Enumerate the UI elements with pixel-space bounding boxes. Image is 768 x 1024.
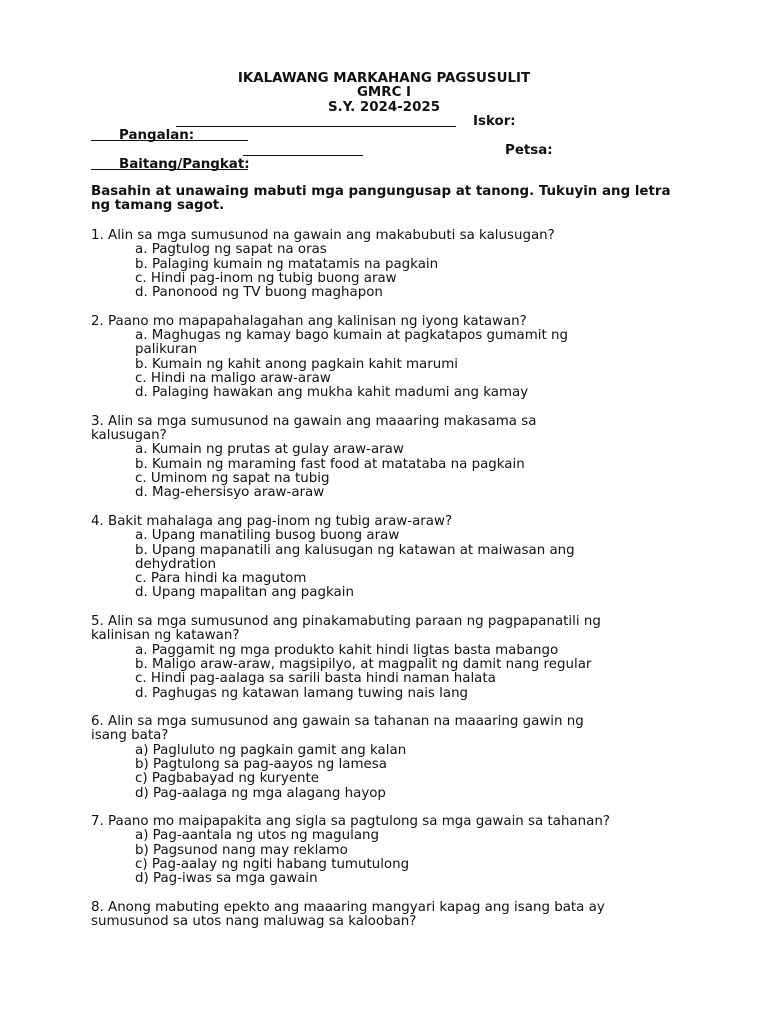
- option-a[interactable]: a. Upang manatiling busog buong araw: [135, 528, 400, 544]
- option-d[interactable]: d. Paghugas ng katawan lamang tuwing nais lang: [135, 685, 469, 701]
- option-a[interactable]: a. Kumain ng prutas at gulay araw-araw: [135, 442, 404, 458]
- date-label: Petsa:: [505, 142, 553, 158]
- option-a[interactable]: a) Pagluluto ng pagkain gamit ang kalan: [135, 742, 407, 758]
- option-a[interactable]: a. Pagtulog ng sapat na oras: [135, 242, 327, 258]
- exam-subject: GMRC I: [356, 85, 412, 101]
- score-blank[interactable]: [91, 128, 248, 144]
- question-stem-continuation: sumusunod sa utos nang maluwag sa kalooban?: [91, 914, 417, 930]
- option-a[interactable]: a. Paggamit ng mga produkto kahit hindi ligtas basta mabango: [135, 642, 559, 658]
- option-b[interactable]: b. Kumain ng maraming fast food at matataba na pagkain: [135, 456, 525, 472]
- question-stem: 3. Alin sa mga sumusunod na gawain ang maaaring makasama sa: [91, 413, 537, 429]
- name-label: Pangalan:: [118, 128, 195, 144]
- option-b[interactable]: b. Palaging kumain ng matatamis na pagkain: [135, 256, 439, 272]
- option-a[interactable]: [91, 329, 691, 358]
- question-7: [91, 815, 691, 886]
- question-stem: 2. Paano mo mapapahalagahan ang kalinisan ng iyong katawan?: [91, 313, 527, 329]
- option-d[interactable]: d) Pag-aalaga ng mga alagang hayop: [135, 785, 386, 801]
- question-1: [91, 229, 691, 300]
- question-stem: 4. Bakit mahalaga ang pag-inom ng tubig araw-araw?: [91, 513, 453, 529]
- question-3: [91, 415, 691, 501]
- question-6: [91, 715, 691, 801]
- option-c[interactable]: c. Hindi pag-inom ng tubig buong araw: [135, 270, 397, 286]
- option-b[interactable]: [91, 544, 691, 573]
- question-stem: 1. Alin sa mga sumusunod na gawain ang makabubuti sa kalusugan?: [91, 228, 555, 243]
- question-stem: 6. Alin sa mga sumusunod ang gawain sa tahanan na maaaring gawin ng: [91, 714, 584, 730]
- option-b[interactable]: b. Maligo araw-araw, magsipilyo, at magpalit ng damit nang regular: [135, 656, 592, 672]
- questions-list: [91, 229, 691, 944]
- question-stem: 8. Anong mabuting epekto ang maaaring mangyari kapag ang isang bata ay: [91, 899, 605, 915]
- question-5: [91, 615, 691, 701]
- option-b-continuation: dehydration: [135, 556, 217, 572]
- school-year: S.Y. 2024-2025: [327, 99, 441, 115]
- option-d[interactable]: d) Pag-iwas sa mga gawain: [135, 871, 318, 887]
- instructions: Basahin at unawaing mabuti mga pangungusap at tanong. Tukuyin ang letra ng tamang sagot.: [91, 184, 671, 214]
- question-stem-continuation: isang bata?: [91, 728, 169, 744]
- question-stem-continuation: kalinisan ng katawan?: [91, 628, 240, 644]
- option-d[interactable]: d. Mag-ehersisyo araw-araw: [135, 485, 325, 501]
- option-b[interactable]: b. Kumain ng kahit anong pagkain kahit marumi: [135, 356, 458, 372]
- option-c[interactable]: c) Pag-aalay ng ngiti habang tumutulong: [135, 857, 410, 873]
- option-a-text: a. Maghugas ng kamay bago kumain at pagkatapos gumamit ng: [135, 328, 569, 344]
- option-c[interactable]: c) Pagbabayad ng kuryente: [135, 771, 320, 787]
- question-stem-continuation: kalusugan?: [91, 428, 167, 444]
- name-blank[interactable]: [176, 115, 456, 127]
- student-info: [91, 115, 691, 172]
- exam-header: [0, 72, 768, 115]
- date-blank[interactable]: [91, 158, 248, 170]
- score-label: Iskor:: [473, 114, 516, 129]
- question-stem: 7. Paano mo maipapakita ang sigla sa pagtulong sa mga gawain sa tahanan?: [91, 814, 610, 830]
- question-2: [91, 315, 691, 401]
- option-c[interactable]: c. Para hindi ka magutom: [135, 571, 307, 587]
- option-c[interactable]: c. Hindi na maligo araw-araw: [135, 370, 331, 386]
- question-stem: 5. Alin sa mga sumusunod ang pinakamabuting paraan ng pagpapanatili ng: [91, 614, 601, 630]
- exam-title: IKALAWANG MARKAHANG PAGSUSULIT: [237, 71, 531, 86]
- option-b[interactable]: b) Pagtulong sa pag-aayos ng lamesa: [135, 756, 387, 772]
- option-d[interactable]: d. Upang mapalitan ang pagkain: [135, 585, 354, 601]
- option-c[interactable]: c. Hindi pag-aalaga sa sarili basta hindi naman halata: [135, 671, 496, 687]
- option-d[interactable]: d. Palaging hawakan ang mukha kahit madumi ang kamay: [135, 385, 529, 401]
- option-c[interactable]: c. Uminom ng sapat na tubig: [135, 471, 330, 487]
- grade-label: Baitang/Pangkat:: [118, 156, 250, 172]
- option-a[interactable]: a) Pag-aantala ng utos ng magulang: [135, 828, 380, 844]
- grade-blank[interactable]: [243, 144, 363, 156]
- option-b-text: b. Upang mapanatili ang kalusugan ng katawan at maiwasan ang: [135, 542, 575, 558]
- question-8: [91, 901, 691, 930]
- option-b[interactable]: b) Pagsunod nang may reklamo: [135, 842, 348, 858]
- option-a-continuation: palikuran: [135, 342, 198, 358]
- option-d[interactable]: d. Panonood ng TV buong maghapon: [135, 285, 383, 301]
- question-4: [91, 515, 691, 601]
